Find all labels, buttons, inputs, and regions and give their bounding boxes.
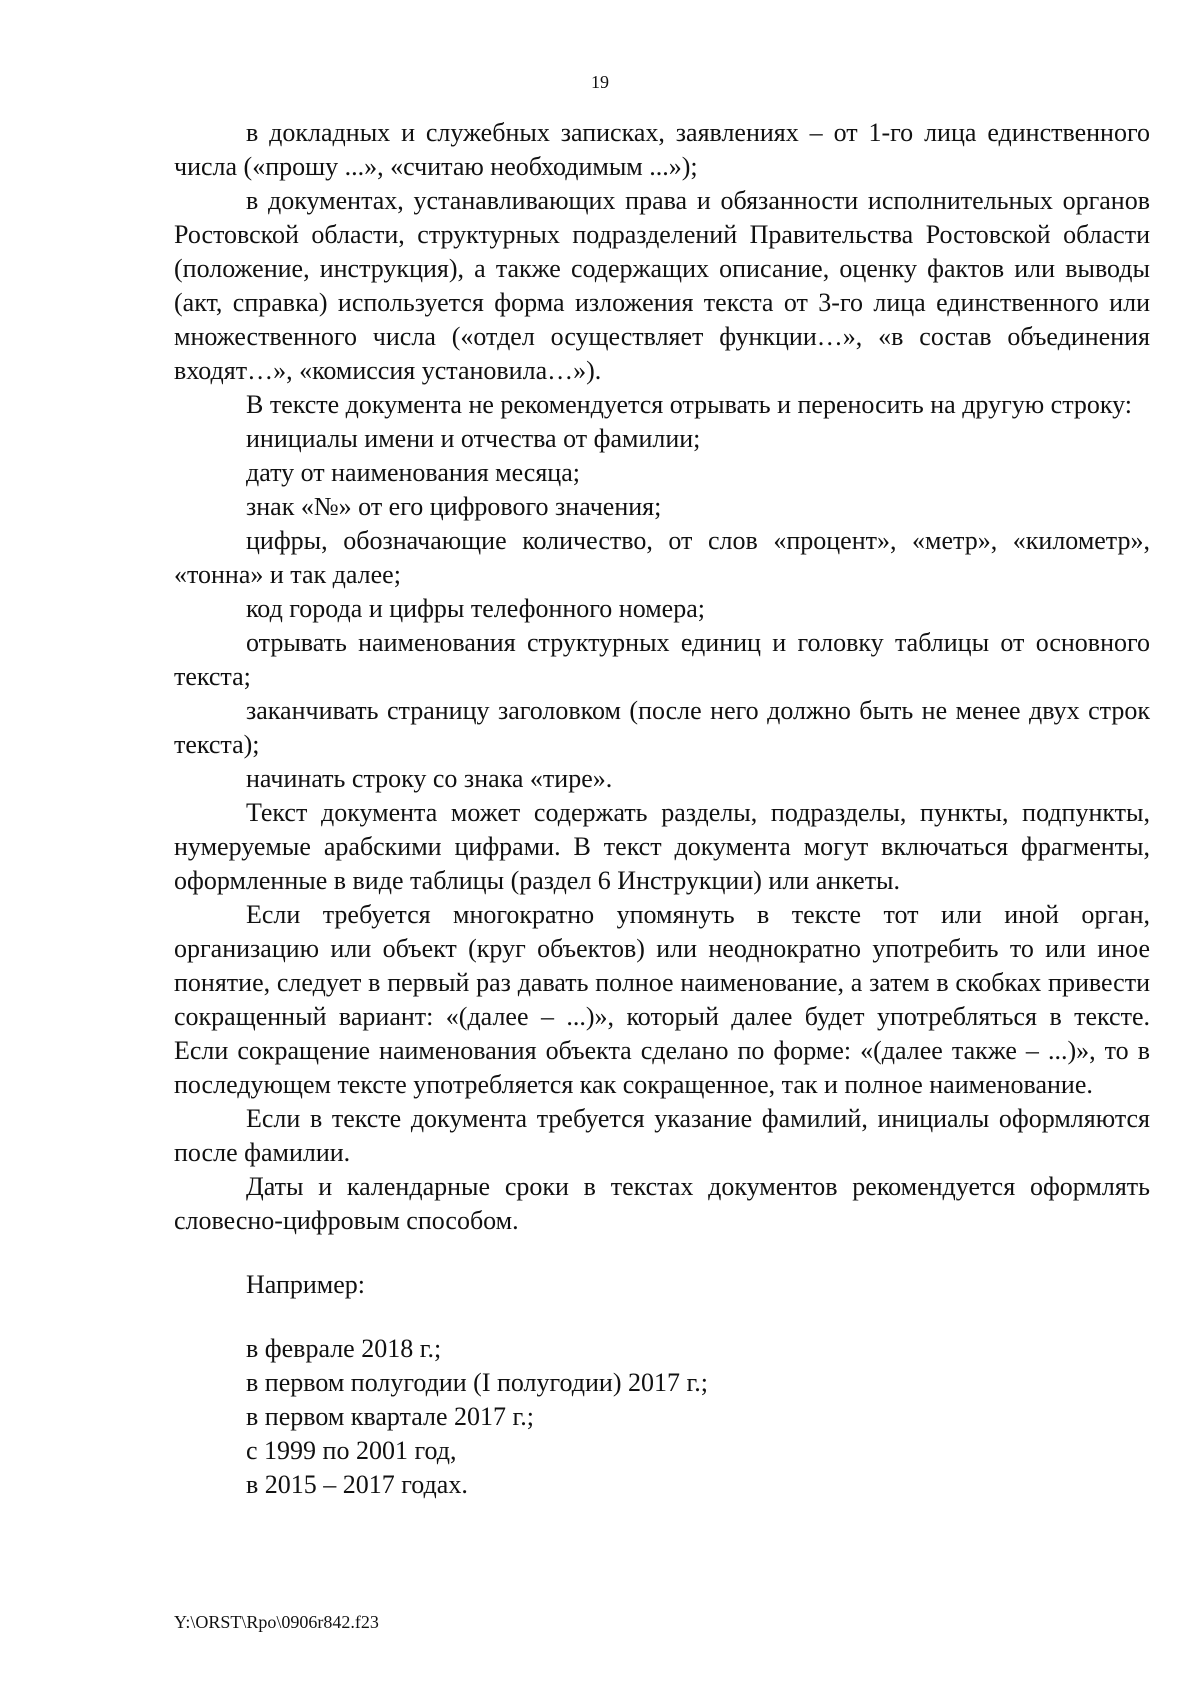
paragraph: Текст документа может содержать разделы, подразделы, пункты, подпункты, нумеруемые арабскими цифрами. В текст документа могут включаться фрагменты, оформленные в виде таблицы (раздел 6 Инструкции) или анкеты.: [174, 798, 1150, 895]
list-item: дату от наименования месяца;: [246, 458, 580, 487]
paragraph: в документах, устанавливающих права и обязанности исполнительных органов Ростовской области, структурных подразделений Правительства Ростовской области (положение, инструкция), а также содержащих описание, оценку фактов или выводы (акт, справка) используется форма изложения текста от 3-го лица единственного или множественного числа («отдел осуществляет функции…», «в состав объединения входят…», «комиссия установила…»).: [174, 186, 1150, 385]
list-item: цифры, обозначающие количество, от слов «процент», «метр», «километр», «тонна» и так далее;: [174, 526, 1150, 589]
list-item: знак «№» от его цифрового значения;: [246, 492, 662, 521]
list-item: отрывать наименования структурных единиц и головку таблицы от основного текста;: [174, 628, 1150, 691]
paragraph: Если требуется многократно упомянуть в тексте тот или иной орган, организацию или объект (круг объектов) или неоднократно употребить то или иное понятие, следует в первый раз давать полное наименование, а затем в скобках привести сокращенный вариант: «(далее – ...)», который далее будет употребляться в тексте. Если сокращение наименования объекта сделано по форме: «(далее также – ...)», то в последующем тексте употребляется как сокращенное, так и полное наименование.: [174, 900, 1150, 1099]
paragraph: В тексте документа не рекомендуется отрывать и переносить на другую строку:: [246, 390, 1133, 419]
example-item: в феврале 2018 г.;: [246, 1334, 442, 1363]
example-item: в первом полугодии (I полугодии) 2017 г.;: [246, 1368, 708, 1397]
list-item: код города и цифры телефонного номера;: [246, 594, 705, 623]
list-item: заканчивать страницу заголовком (после него должно быть не менее двух строк текста);: [174, 696, 1150, 759]
file-path-footer: Y:\ORST\Rpo\0906r842.f23: [174, 1612, 379, 1632]
example-label: Например:: [246, 1270, 366, 1299]
paragraph: в докладных и служебных записках, заявлениях – от 1-го лица единственного числа («прошу ...», «считаю необходимым ...»);: [174, 118, 1150, 181]
page-number: 19: [591, 72, 609, 92]
example-item: в 2015 – 2017 годах.: [246, 1470, 468, 1499]
example-item: с 1999 по 2001 год,: [246, 1436, 457, 1465]
document-body: [174, 116, 1150, 1502]
list-item: инициалы имени и отчества от фамилии;: [246, 424, 701, 453]
paragraph: Даты и календарные сроки в текстах документов рекомендуется оформлять словесно-цифровым способом.: [174, 1172, 1150, 1235]
example-item: в первом квартале 2017 г.;: [246, 1402, 534, 1431]
paragraph: Если в тексте документа требуется указание фамилий, инициалы оформляются после фамилии.: [174, 1104, 1150, 1167]
list-item: начинать строку со знака «тире».: [246, 764, 613, 793]
